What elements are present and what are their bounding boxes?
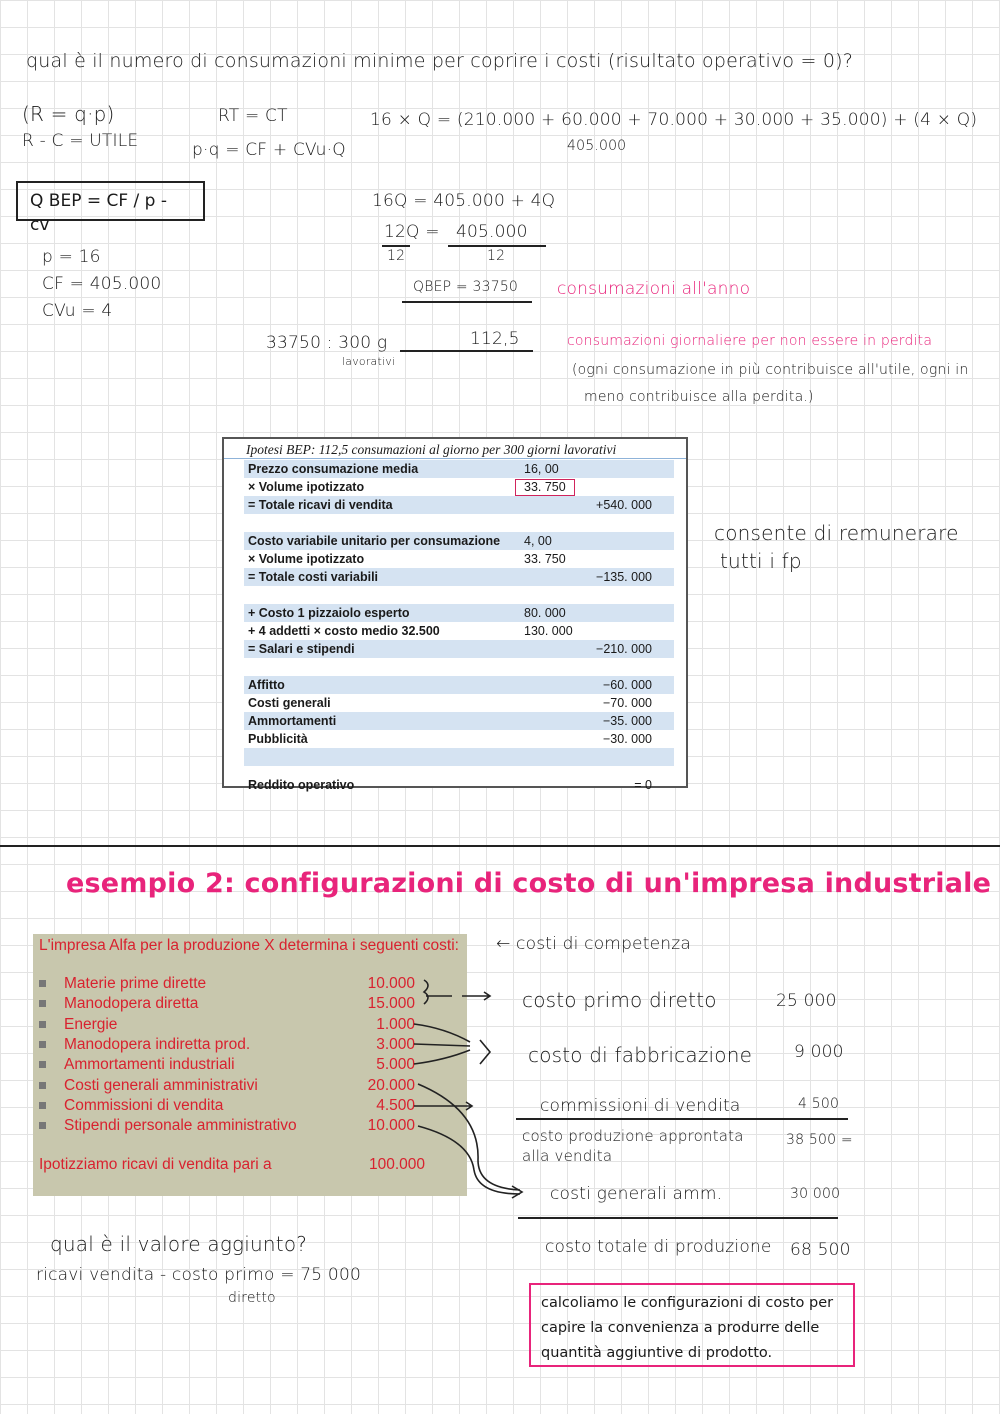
rt-ct-formula: RT = CT	[218, 106, 288, 126]
line-costi-generali	[418, 1084, 520, 1190]
bep-table-title: Ipotesi BEP: 112,5 consumazioni al giorno per 300 giorni lavorativi	[224, 439, 686, 459]
bep-row-total: −30. 000	[602, 732, 652, 746]
bep-row-value: 80. 000	[524, 606, 566, 620]
example2-title: esempio 2: configurazioni di costo di un'impresa industriale	[66, 868, 992, 899]
pq-formula: p·q = CF + CVu·Q	[192, 140, 346, 160]
bep-row-label: Prezzo consumazione media	[248, 462, 419, 476]
alfa-cost-value: 1.000	[376, 1015, 415, 1033]
brace-primo	[424, 980, 452, 1004]
conclusion-box: calcoliamo le configurazioni di costo per capire la convenienza a produrre delle quantità aggiuntive di prodotto.	[529, 1283, 855, 1367]
bep-row-value: 33. 750	[524, 552, 566, 566]
param-fixed-costs: CF = 405.000	[42, 274, 162, 294]
bep-row-label: Costo variabile unitario per consumazione	[248, 534, 501, 548]
qbep-result: QBEP = 33750	[413, 279, 519, 295]
line-stipendi	[418, 1126, 520, 1194]
daily-note: consumazioni giornaliere per non essere in perdita	[567, 333, 933, 349]
alfa-cost-label: Energie	[64, 1015, 118, 1033]
arrow-costi-generali	[512, 1186, 522, 1198]
note-value-3: 38 500 =	[786, 1132, 853, 1148]
bep-row-total: −210. 000	[596, 642, 652, 656]
qbep-formula-box: Q BEP = CF / p - cv	[16, 181, 205, 221]
bep-row-total: −60. 000	[602, 678, 652, 692]
alfa-cost-label: Manodopera diretta	[64, 995, 199, 1013]
alfa-cost-label: Materie prime dirette	[64, 975, 207, 992]
alfa-revenue-value: 100.000	[368, 1156, 425, 1173]
bep-row-value: 33. 750	[515, 479, 575, 496]
alfa-cost-value: 10.000	[367, 975, 415, 992]
note-value-0: 25 000	[776, 991, 837, 1011]
alfa-intro: L'impresa Alfa per la produzione X determina i seguenti costi:	[39, 937, 459, 954]
alfa-cost-label: Commissioni di vendita	[64, 1096, 224, 1114]
note-label-1: costo di fabbricazione	[528, 1043, 753, 1067]
profit-formula: R - C = UTILE	[22, 131, 139, 151]
bep-row-label: Pubblicità	[248, 732, 308, 746]
note-value-1: 9 000	[794, 1042, 844, 1062]
param-unit-variable-cost: CVu = 4	[42, 301, 113, 321]
alfa-cost-value: 4.500	[376, 1096, 415, 1114]
note-value-5: 68 500	[790, 1240, 851, 1260]
bep-row-total: −35. 000	[602, 714, 652, 728]
line-energie	[414, 1024, 470, 1042]
note-label-3: costo produzione approntata alla vendita	[522, 1127, 744, 1165]
subtotal-line-2	[518, 1217, 838, 1219]
bep-row-label: = Totale ricavi di vendita	[248, 498, 393, 512]
side-note-1: consente di remunerare	[714, 521, 959, 545]
bep-row-label: Reddito operativo	[248, 778, 355, 792]
bep-row-label: Ammortamenti	[248, 714, 337, 728]
daily-calc-sub: lavorativi	[342, 355, 396, 368]
alfa-cost-label: Manodopera indiretta prod.	[64, 1035, 251, 1053]
equation-1: 16 × Q = (210.000 + 60.000 + 70.000 + 30.000 + 35.000) + (4 × Q)	[370, 110, 978, 130]
alfa-cost-label: Costi generali amministrativi	[64, 1076, 258, 1094]
alfa-cost-value: 15.000	[367, 995, 415, 1013]
bep-row-label: Affitto	[248, 678, 285, 692]
alfa-revenue-label: Ipotizziamo ricavi di vendita pari a	[39, 1156, 272, 1173]
value-added-question: qual è il valore aggiunto?	[50, 1232, 308, 1256]
question-heading: qual è il numero di consumazioni minime per coprire i costi (risultato operativo = 0)?	[26, 50, 854, 72]
equation-3-right: 405.000	[456, 222, 528, 242]
arrow-fabbricazione	[480, 1040, 490, 1064]
bep-row-label: = Totale costi variabili	[248, 570, 379, 584]
bep-row-total: +540. 000	[596, 498, 652, 512]
note-label-0: costo primo diretto	[522, 988, 717, 1012]
equation-3-denominator-right: 12	[487, 248, 506, 264]
bep-row-total: = 0	[634, 778, 652, 792]
equation-1-sum: 405.000	[567, 138, 627, 154]
line-manodopera-ind	[414, 1044, 470, 1046]
side-note-2: tutti i fp	[720, 549, 802, 573]
alfa-cost-label: Stipendi personale amministrativo	[64, 1117, 297, 1135]
value-added-sub: diretto	[228, 1290, 276, 1306]
subtotal-line-1	[516, 1118, 848, 1120]
note-label-2: commissioni di vendita	[540, 1096, 741, 1116]
note-label-4: costi generali amm.	[550, 1184, 723, 1204]
bep-row-label: + Costo 1 pizzaiolo esperto	[248, 606, 410, 620]
arrow-primo	[462, 992, 490, 1000]
note-label-5: costo totale di produzione	[545, 1237, 772, 1257]
bep-row-label: + 4 addetti × costo medio 32.500	[248, 624, 440, 638]
value-added-formula: ricavi vendita - costo primo = 75 000	[36, 1265, 361, 1285]
qbep-note: consumazioni all'anno	[557, 279, 751, 299]
bep-row-total: −70. 000	[602, 696, 652, 710]
bep-row-value: 16, 00	[524, 462, 559, 476]
daily-calc: 33750 : 300 g	[266, 333, 388, 353]
bep-row-value: 130. 000	[524, 624, 573, 638]
equation-2: 16Q = 405.000 + 4Q	[372, 191, 556, 211]
bep-row-total: −135. 000	[596, 570, 652, 584]
equation-3-denominator-left: 12	[387, 248, 406, 264]
bep-row-label: Costi generali	[248, 696, 331, 710]
line-ammortamenti	[414, 1050, 470, 1064]
daily-explanation-1: (ogni consumazione in più contribuisce all'utile, ogni in	[572, 362, 969, 378]
alfa-cost-value: 5.000	[376, 1056, 415, 1074]
bep-row-label: = Salari e stipendi	[248, 642, 355, 656]
alfa-cost-value: 10.000	[367, 1117, 415, 1135]
bep-row-value: 4, 00	[524, 534, 552, 548]
equation-3-left: 12Q =	[384, 222, 440, 242]
alfa-cost-value: 20.000	[367, 1076, 415, 1094]
competence-note: ← costi di competenza	[496, 934, 691, 954]
alfa-cost-label: Ammortamenti industriali	[64, 1056, 235, 1074]
arrow-commissioni	[414, 1102, 472, 1110]
daily-result: 112,5	[470, 329, 520, 349]
daily-explanation-2: meno contribuisce alla perdita.)	[584, 389, 814, 405]
note-value-4: 30 000	[790, 1186, 841, 1202]
revenue-formula: (R = q·p)	[22, 102, 115, 126]
param-price: p = 16	[42, 247, 101, 267]
bep-row-label: × Volume ipotizzato	[248, 552, 365, 566]
alfa-cost-value: 3.000	[376, 1035, 415, 1053]
bep-row-label: × Volume ipotizzato	[248, 480, 365, 494]
note-value-2: 4 500	[798, 1096, 840, 1112]
